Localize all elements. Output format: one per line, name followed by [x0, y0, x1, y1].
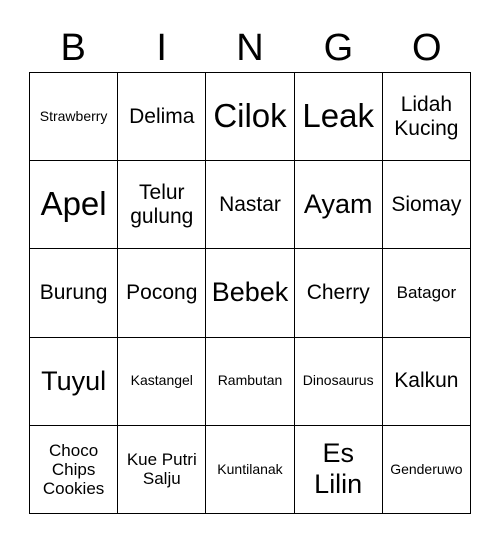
- header-letter-i: I: [156, 27, 167, 69]
- bingo-cell[interactable]: Apel: [30, 161, 118, 249]
- bingo-cell[interactable]: Leak: [295, 73, 383, 161]
- bingo-cell[interactable]: Dinosaurus: [295, 338, 383, 426]
- bingo-cell[interactable]: Burung: [30, 249, 118, 337]
- bingo-cell[interactable]: Bebek: [206, 249, 294, 337]
- bingo-cell[interactable]: Lidah Kucing: [383, 73, 471, 161]
- header-letter-o: O: [412, 27, 442, 69]
- bingo-cell[interactable]: Telur gulung: [118, 161, 206, 249]
- bingo-cell[interactable]: Es Lilin: [295, 426, 383, 514]
- header-letter-b: B: [60, 27, 86, 69]
- bingo-cell[interactable]: Pocong: [118, 249, 206, 337]
- bingo-cell[interactable]: Strawberry: [30, 73, 118, 161]
- bingo-cell[interactable]: Siomay: [383, 161, 471, 249]
- bingo-header: [29, 24, 471, 72]
- bingo-cell[interactable]: Batagor: [383, 249, 471, 337]
- bingo-cell[interactable]: Kuntilanak: [206, 426, 294, 514]
- bingo-cell[interactable]: Ayam: [295, 161, 383, 249]
- header-letter-n: N: [236, 27, 264, 69]
- header-letter-g: G: [323, 27, 354, 69]
- bingo-cell[interactable]: Choco Chips Cookies: [30, 426, 118, 514]
- bingo-cell[interactable]: Tuyul: [30, 338, 118, 426]
- bingo-cell[interactable]: Kastangel: [118, 338, 206, 426]
- bingo-grid: [29, 72, 471, 514]
- bingo-cell[interactable]: Delima: [118, 73, 206, 161]
- bingo-cell[interactable]: Rambutan: [206, 338, 294, 426]
- bingo-cell[interactable]: Cilok: [206, 73, 294, 161]
- bingo-cell[interactable]: Kue Putri Salju: [118, 426, 206, 514]
- bingo-cell[interactable]: Kalkun: [383, 338, 471, 426]
- bingo-cell[interactable]: Nastar: [206, 161, 294, 249]
- bingo-cell[interactable]: Genderuwo: [383, 426, 471, 514]
- bingo-cell[interactable]: Cherry: [295, 249, 383, 337]
